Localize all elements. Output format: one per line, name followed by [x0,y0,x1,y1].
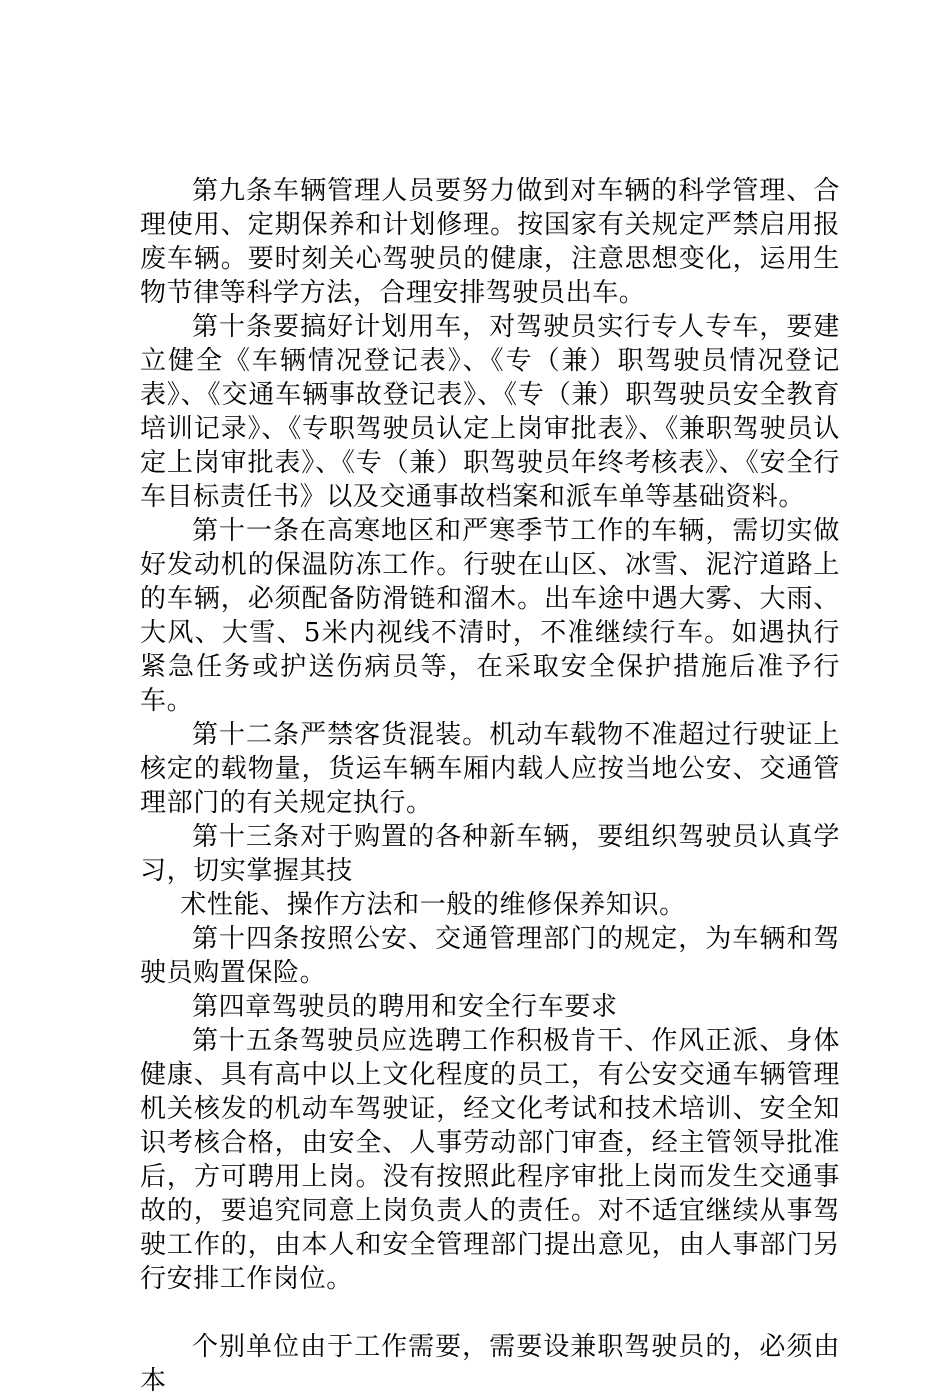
article-15-paragraph: 第十五条驾驶员应选聘工作积极肯干、作风正派、身体健康、具有高中以上文化程度的员工，有公安交通车辆管理机关核发的机动车驾驶证，经文化考试和技术培训、安全知识考核合格，由安全、人事劳动部门审查，经主管领导批准后，方可聘用上岗。没有按照此程序审批上岗而发生交通事故的，要追究同意上岗负责人的责任。对不适宜继续从事驾驶工作的，由本人和安全管理部门提出意见，由人事部门另行安排工作岗位。 [140,1026,840,1294]
article-14-paragraph: 第十四条按照公安、交通管理部门的规定，为车辆和驾驶员购置保险。 [140,924,840,988]
chapter-4-heading: 第四章驾驶员的聘用和安全行车要求 [192,992,618,1022]
document-body [140,174,840,1398]
article-13-continuation: 术性能、操作方法和一般的维修保养知识。 [180,890,686,920]
article-12-paragraph: 第十二条严禁客货混装。机动车载物不准超过行驶证上核定的载物量，货运车辆车厢内载人应按当地公安、交通管理部门的有关规定执行。 [140,720,840,818]
part-time-driver-paragraph: 个别单位由于工作需要，需要设兼职驾驶员的，必须由本 [140,1332,840,1396]
article-9-paragraph: 第九条车辆管理人员要努力做到对车辆的科学管理、合理使用、定期保养和计划修理。按国家有关规定严禁启用报废车辆。要时刻关心驾驶员的健康，注意思想变化，运用生物节律等科学方法，合理安排驾驶员出车。 [140,176,840,308]
article-10-paragraph: 第十条要搞好计划用车，对驾驶员实行专人专车，要建立健全《车辆情况登记表》、《专（兼）职驾驶员情况登记表》、《交通车辆事故登记表》、《专（兼）职驾驶员安全教育培训记录》、《专职驾驶员认定上岗审批表》、《兼职驾驶员认定上岗审批表》、《专（兼）职驾驶员年终考核表》、《安全行车目标责任书》以及交通事故档案和派车单等基础资料。 [140,312,840,512]
article-13-paragraph: 第十三条对于购置的各种新车辆，要组织驾驶员认真学习，切实掌握其技 [140,822,840,886]
article-11-paragraph: 第十一条在高寒地区和严寒季节工作的车辆，需切实做好发动机的保温防冻工作。行驶在山区、冰雪、泥泞道路上的车辆，必须配备防滑链和溜木。出车途中遇大雾、大雨、大风、大雪、5米内视线不清时，不准继续行车。如遇执行紧急任务或护送伤病员等，在采取安全保护措施后准予行车。 [140,516,840,716]
